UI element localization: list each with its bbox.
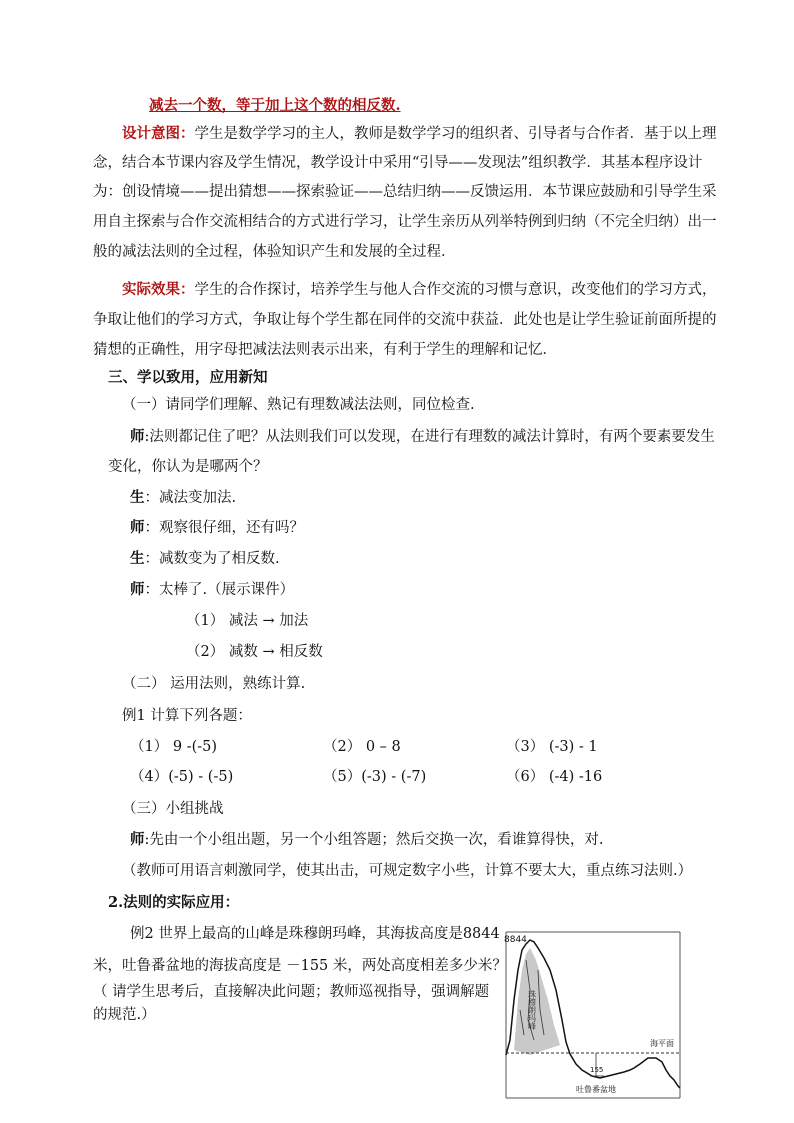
peak-height-label: 8844 (504, 935, 527, 945)
change-item-2: （2） 减数 → 相反数 (186, 644, 323, 660)
design-intent-line-2: 念，结合本节课内容及学生情况，教学设计中采用“引导——发现法”组织教学．其基本程序设计 (93, 155, 703, 171)
example-1-title: 例1 计算下列各题： (122, 708, 252, 724)
sea-level-label: 海平面 (650, 1039, 674, 1048)
part-3-heading: （三）小组挑战 (122, 801, 224, 817)
teacher-line-2: 师：观察很仔细，还有吗？ (130, 519, 304, 536)
svg-text:珠穆朗玛峰: 珠穆朗玛峰 (527, 990, 537, 1030)
part-1-heading: （一）请同学们理解、熟记有理数减法法则，同位检查. (122, 397, 475, 413)
mountain-name-label (528, 989, 537, 1031)
section-3-heading: 三、学以致用，应用新知 (108, 369, 268, 386)
part-2-heading: （二） 运用法则，熟练计算. (122, 676, 306, 692)
teacher-label: 师 (130, 831, 145, 848)
design-intent-label: 设计意图： (122, 125, 195, 142)
student-line-2: 生：减数变为了相反数. (130, 550, 280, 567)
student-label: 生 (130, 550, 145, 567)
design-intent-line-5: 般的减法法则的全过程，体验知识产生和发展的全过程． (93, 244, 456, 260)
mountain-shading (514, 948, 560, 1055)
basin-name-label: 吐鲁番盆地 (576, 1085, 616, 1094)
actual-effect-line-3: 猜想的正确性，用字母把减法法则表示出来，有利于学生的理解和记忆． (93, 342, 557, 358)
student-line-1: 生：减法变加法. (130, 489, 237, 506)
challenge-line: 师:先由一个小组出题，另一个小组答题；然后交换一次，看谁算得快，对. (130, 831, 604, 848)
teacher-line-1: 师:法则都记住了吧？从法则我们可以发现，在进行有理数的减法计算时，有两个要素要发生 (130, 428, 715, 445)
example-2-line-4: 的规范.） (93, 1007, 156, 1023)
teacher-line-1-cont: 变化，你认为是哪两个？ (108, 459, 268, 475)
teacher-label: 师 (130, 428, 145, 445)
actual-effect-line-1: 实际效果：学生的合作探讨，培养学生与他人合作交流的习惯与意识，改变他们的学习方式， (122, 281, 717, 298)
teacher-line-3: 师：太棒了.（展示课件） (130, 581, 295, 598)
design-intent-line-4: 用自主探索与合作交流相结合的方式进行学习，让学生亲历从列举特例到归纳（不完全归纳）出一 (93, 214, 717, 230)
exercise-item: （5）(-3) - (-7) (323, 769, 427, 785)
actual-effect-label: 实际效果： (122, 281, 195, 298)
application-heading: 2.法则的实际应用： (108, 894, 240, 911)
subtraction-rule: 减去一个数，等于加上这个数的相反数. (149, 97, 401, 114)
example-2-line-2: 米，吐鲁番盆地的海拔高度是 －155 米，两处高度相差多少米？ (93, 958, 507, 974)
elevation-figure (500, 930, 684, 1100)
exercise-item: （3） (-3) - 1 (506, 739, 598, 755)
exercise-item: （4）(-5) - (-5) (130, 769, 234, 785)
student-label: 生 (130, 489, 145, 506)
example-2-line-3: （ 请学生思考后，直接解决此问题；教师巡视指导，强调解题 (93, 984, 490, 1000)
teacher-note: （教师可用语言刺激同学，使其出击，可规定数字小些，计算不要太大，重点练习法则.） (122, 863, 693, 879)
teacher-label: 师 (130, 581, 145, 598)
basin-depth-label: 155 (590, 1066, 604, 1074)
change-item-1: （1） 减法 → 加法 (186, 613, 309, 629)
design-intent-line-3: 为：创设情境——提出猜想——探索验证——总结归纳——反馈运用．本节课应鼓励和引导学生采 (93, 184, 717, 200)
teacher-label: 师 (130, 519, 145, 536)
actual-effect-line-2: 争取让他们的学习方式，争取让每个学生都在同伴的交流中获益．此处也是让学生验证前面所提的 (93, 312, 717, 328)
exercise-item: （1） 9 -(-5) (130, 739, 218, 755)
example-2-line-1: 例2 世界上最高的山峰是珠穆朗玛峰，其海拔高度是8844 (130, 926, 500, 942)
design-intent-line-1: 设计意图：学生是数学学习的主人，教师是数学学习的组织者、引导者与合作者．基于以上理 (122, 125, 717, 142)
exercise-item: （2） 0 – 8 (323, 739, 401, 755)
exercise-item: （6） (-4) -16 (506, 769, 603, 785)
